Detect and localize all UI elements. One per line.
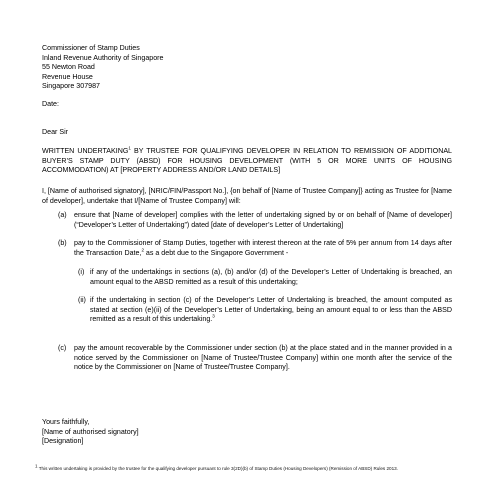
address-line: Inland Revenue Authority of Singapore [42, 53, 164, 62]
date-label: Date: [42, 100, 59, 108]
subject-text: BY TRUSTEE FOR QUALIFYING DEVELOPER IN RELATION TO REMISSION OF ADDITIONAL BUYER’S STAMP DUTY (ABSD) FOR HOUSING DEVELOPMENT (WITH 5 OR MORE UNITS OF HOUSING ACCOMMODATION) AT [PROPERTY ADDRESS AND/OR LAND DETAILS] [42, 147, 452, 175]
address-line: 55 Newton Road [42, 63, 95, 72]
address-line: Singapore 307987 [42, 82, 100, 91]
item-label: (a) [58, 211, 67, 219]
undertaking-intro: I, [Name of authorised signatory], [NRIC/FIN/Passport No.], {on behalf of [Name of Trustee Company]} acting as Trustee for [Name of developer], undertake that I/[Name of Trustee Company] will: [42, 187, 452, 205]
signatory-name: [Name of authorised signatory] [42, 427, 139, 436]
subitem-text [90, 296, 452, 325]
subitem-label: (ii) [78, 296, 86, 304]
item-text [74, 239, 452, 258]
footnote-ref: 3 [212, 313, 215, 319]
subitem-label: (i) [78, 268, 85, 276]
footnote [35, 463, 450, 472]
footnote-ref: 2 [141, 247, 144, 253]
item-label: (c) [58, 344, 67, 352]
item-label: (b) [58, 239, 67, 247]
signatory-designation: [Designation] [42, 437, 84, 446]
address-line: Revenue House [42, 72, 93, 81]
item-text-part: pay to the Commissioner of Stamp Duties, together with interest thereon at the rate of 5% per annum from 14 days after the Transaction Date, [74, 239, 452, 257]
subject-heading [42, 147, 452, 176]
recipient-address [42, 44, 452, 92]
item-text-part: as a debt due to the Singapore Government - [143, 248, 289, 257]
subitem-text-part: if the undertaking in section (c) of the Developer’s Letter of Undertaking is breached, the amount computed as stated at section (e)(ii) of the Developer’s Letter of Undertaking, being an amount equal to or less than the ABSD remitted as a result of this undertaking. [90, 296, 452, 324]
footnote-ref: 1 [128, 145, 131, 151]
item-text: ensure that [Name of developer] complies with the letter of undertaking signed by or on behalf of [Name of developer] (“Developer’s Letter of Undertaking”) dated [date of developer’s Letter of Undertaking] [74, 211, 452, 229]
item-text: pay the amount recoverable by the Commissioner under section (b) at the place stated and in the manner provided in a notice served by the Commissioner on [Name of Trustee/Trustee Company] within one month after the service of the notice by the Commissioner on [Name of Trustee/Trustee Company]. [74, 344, 452, 372]
salutation: Dear Sir [42, 128, 69, 136]
footnote-text: This written undertaking is provided by the trustee for the qualifying developer pursuant to rule 3(2D)(b) of Stamp Duties (Housing Developers) (Remission of ABSD) Rules 2013. [37, 466, 398, 471]
subitem-text: if any of the undertakings in sections (a), (b) and/or (d) of the Developer’s Letter of Undertaking is breached, an amount equal to the ABSD remitted as a result of this undertaking; [90, 268, 452, 286]
address-line: Commissioner of Stamp Duties [42, 44, 140, 52]
subject-text: WRITTEN UNDERTAKING [42, 147, 129, 155]
signature-block [42, 418, 452, 447]
footnote-mark: 1 [35, 463, 38, 469]
closing: Yours faithfully, [42, 418, 90, 426]
